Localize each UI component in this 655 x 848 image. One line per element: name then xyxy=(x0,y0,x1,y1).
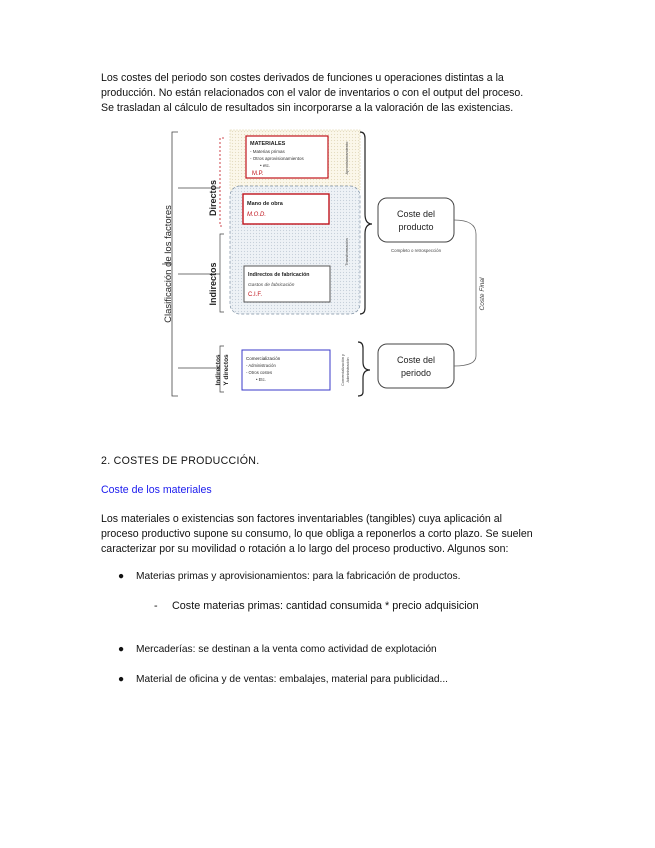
bullet-dot: ● xyxy=(118,571,125,582)
section-heading: 2. COSTES DE PRODUCCIÓN. xyxy=(101,455,260,467)
mano-obra-code: M.O.D. xyxy=(247,212,266,218)
bullet-item xyxy=(118,571,460,582)
materials-line: caracterizar por su movilidad o rotación a lo largo del proceso productivo. Algunos son: xyxy=(101,543,509,556)
mano-obra-box xyxy=(243,194,329,224)
subsection-title: Coste de los materiales xyxy=(101,484,212,496)
bullet-dot: ● xyxy=(118,644,125,655)
coste-periodo-line2: periodo xyxy=(400,368,432,378)
comercial-line2: - Otros costes xyxy=(246,370,273,375)
indirectos-code: C.I.F. xyxy=(248,292,263,298)
coste-producto-line2: producto xyxy=(398,222,434,232)
sub-bullet-text: Coste materias primas: cantidad consumida * precio adquisicion xyxy=(172,600,479,612)
comercial-line1: - Administración xyxy=(246,363,276,368)
materiales-line2: - Otros aprovisionamientos xyxy=(250,156,304,161)
materiales-line1: - Materias primas xyxy=(250,149,285,154)
indirectos-line1: Gastos de fabricación xyxy=(248,283,295,288)
coste-producto-note: Completo o retrospección xyxy=(390,248,442,253)
sub-bullet-dash: - xyxy=(154,600,158,612)
bullet-text: Mercaderías: se destinan a la venta como actividad de explotación xyxy=(136,644,437,655)
comercial-side-label-1: Comercialización y xyxy=(341,354,345,386)
materials-line: proceso productivo supone su consumo, lo que obliga a reponerlos a corto plazo. Se suelen xyxy=(101,528,533,541)
materials-paragraph xyxy=(101,512,541,558)
vertical-title: Clasificación de los factores xyxy=(163,205,174,323)
group-directos: Directos xyxy=(208,179,218,217)
coste-final-label: Coste Final xyxy=(479,277,486,311)
group-indirectos-directos-1: Indirectos xyxy=(215,354,222,386)
comercial-side-label-2: Administración xyxy=(346,357,350,383)
bullet-text: Materias primas y aprovisionamientos: para la fabricación de productos. xyxy=(136,571,461,582)
comercial-title: Comercialización xyxy=(246,356,281,361)
transformacion-side-label: Transformación xyxy=(344,238,349,266)
coste-producto-box xyxy=(378,198,454,242)
comercial-line3: • Etc. xyxy=(256,377,266,382)
materials-line: Los materiales o existencias son factores inventariables (tangibles) cuya aplicación al xyxy=(101,513,503,525)
intro-line: Los costes del periodo son costes derivados de funciones u operaciones distintas a la xyxy=(101,72,504,84)
bullet-text: Material de oficina y de ventas: embalajes, material para publicidad... xyxy=(136,674,449,685)
materiales-side-label: Aprovisionamiento xyxy=(344,141,349,175)
mano-obra-title: Mano de obra xyxy=(247,201,283,207)
materiales-title: MATERIALES xyxy=(250,141,286,147)
bullet-item xyxy=(118,644,437,655)
materiales-code: M.P. xyxy=(252,171,264,177)
cost-classification-diagram xyxy=(150,124,490,402)
coste-periodo-line1: Coste del xyxy=(396,355,436,365)
group-indirectos-directos-2: Y directos xyxy=(223,354,230,386)
intro-paragraph xyxy=(101,71,541,117)
coste-producto-line1: Coste del xyxy=(396,209,436,219)
indirectos-title: Indirectos de fabricación xyxy=(248,272,310,278)
bullet-item xyxy=(118,674,448,685)
group-indirectos: Indirectos xyxy=(208,262,218,306)
intro-line: Se trasladan al cálculo de resultados sin incorporarse a la valoración de las existencias. xyxy=(101,102,514,115)
coste-periodo-box xyxy=(378,344,454,388)
bullet-dot: ● xyxy=(118,674,125,685)
sub-bullet-item xyxy=(154,600,479,612)
intro-line: producción. No están relacionados con el valor de inventarios o con el output del proceso. xyxy=(101,87,524,100)
materiales-line3: • etc. xyxy=(260,163,271,168)
